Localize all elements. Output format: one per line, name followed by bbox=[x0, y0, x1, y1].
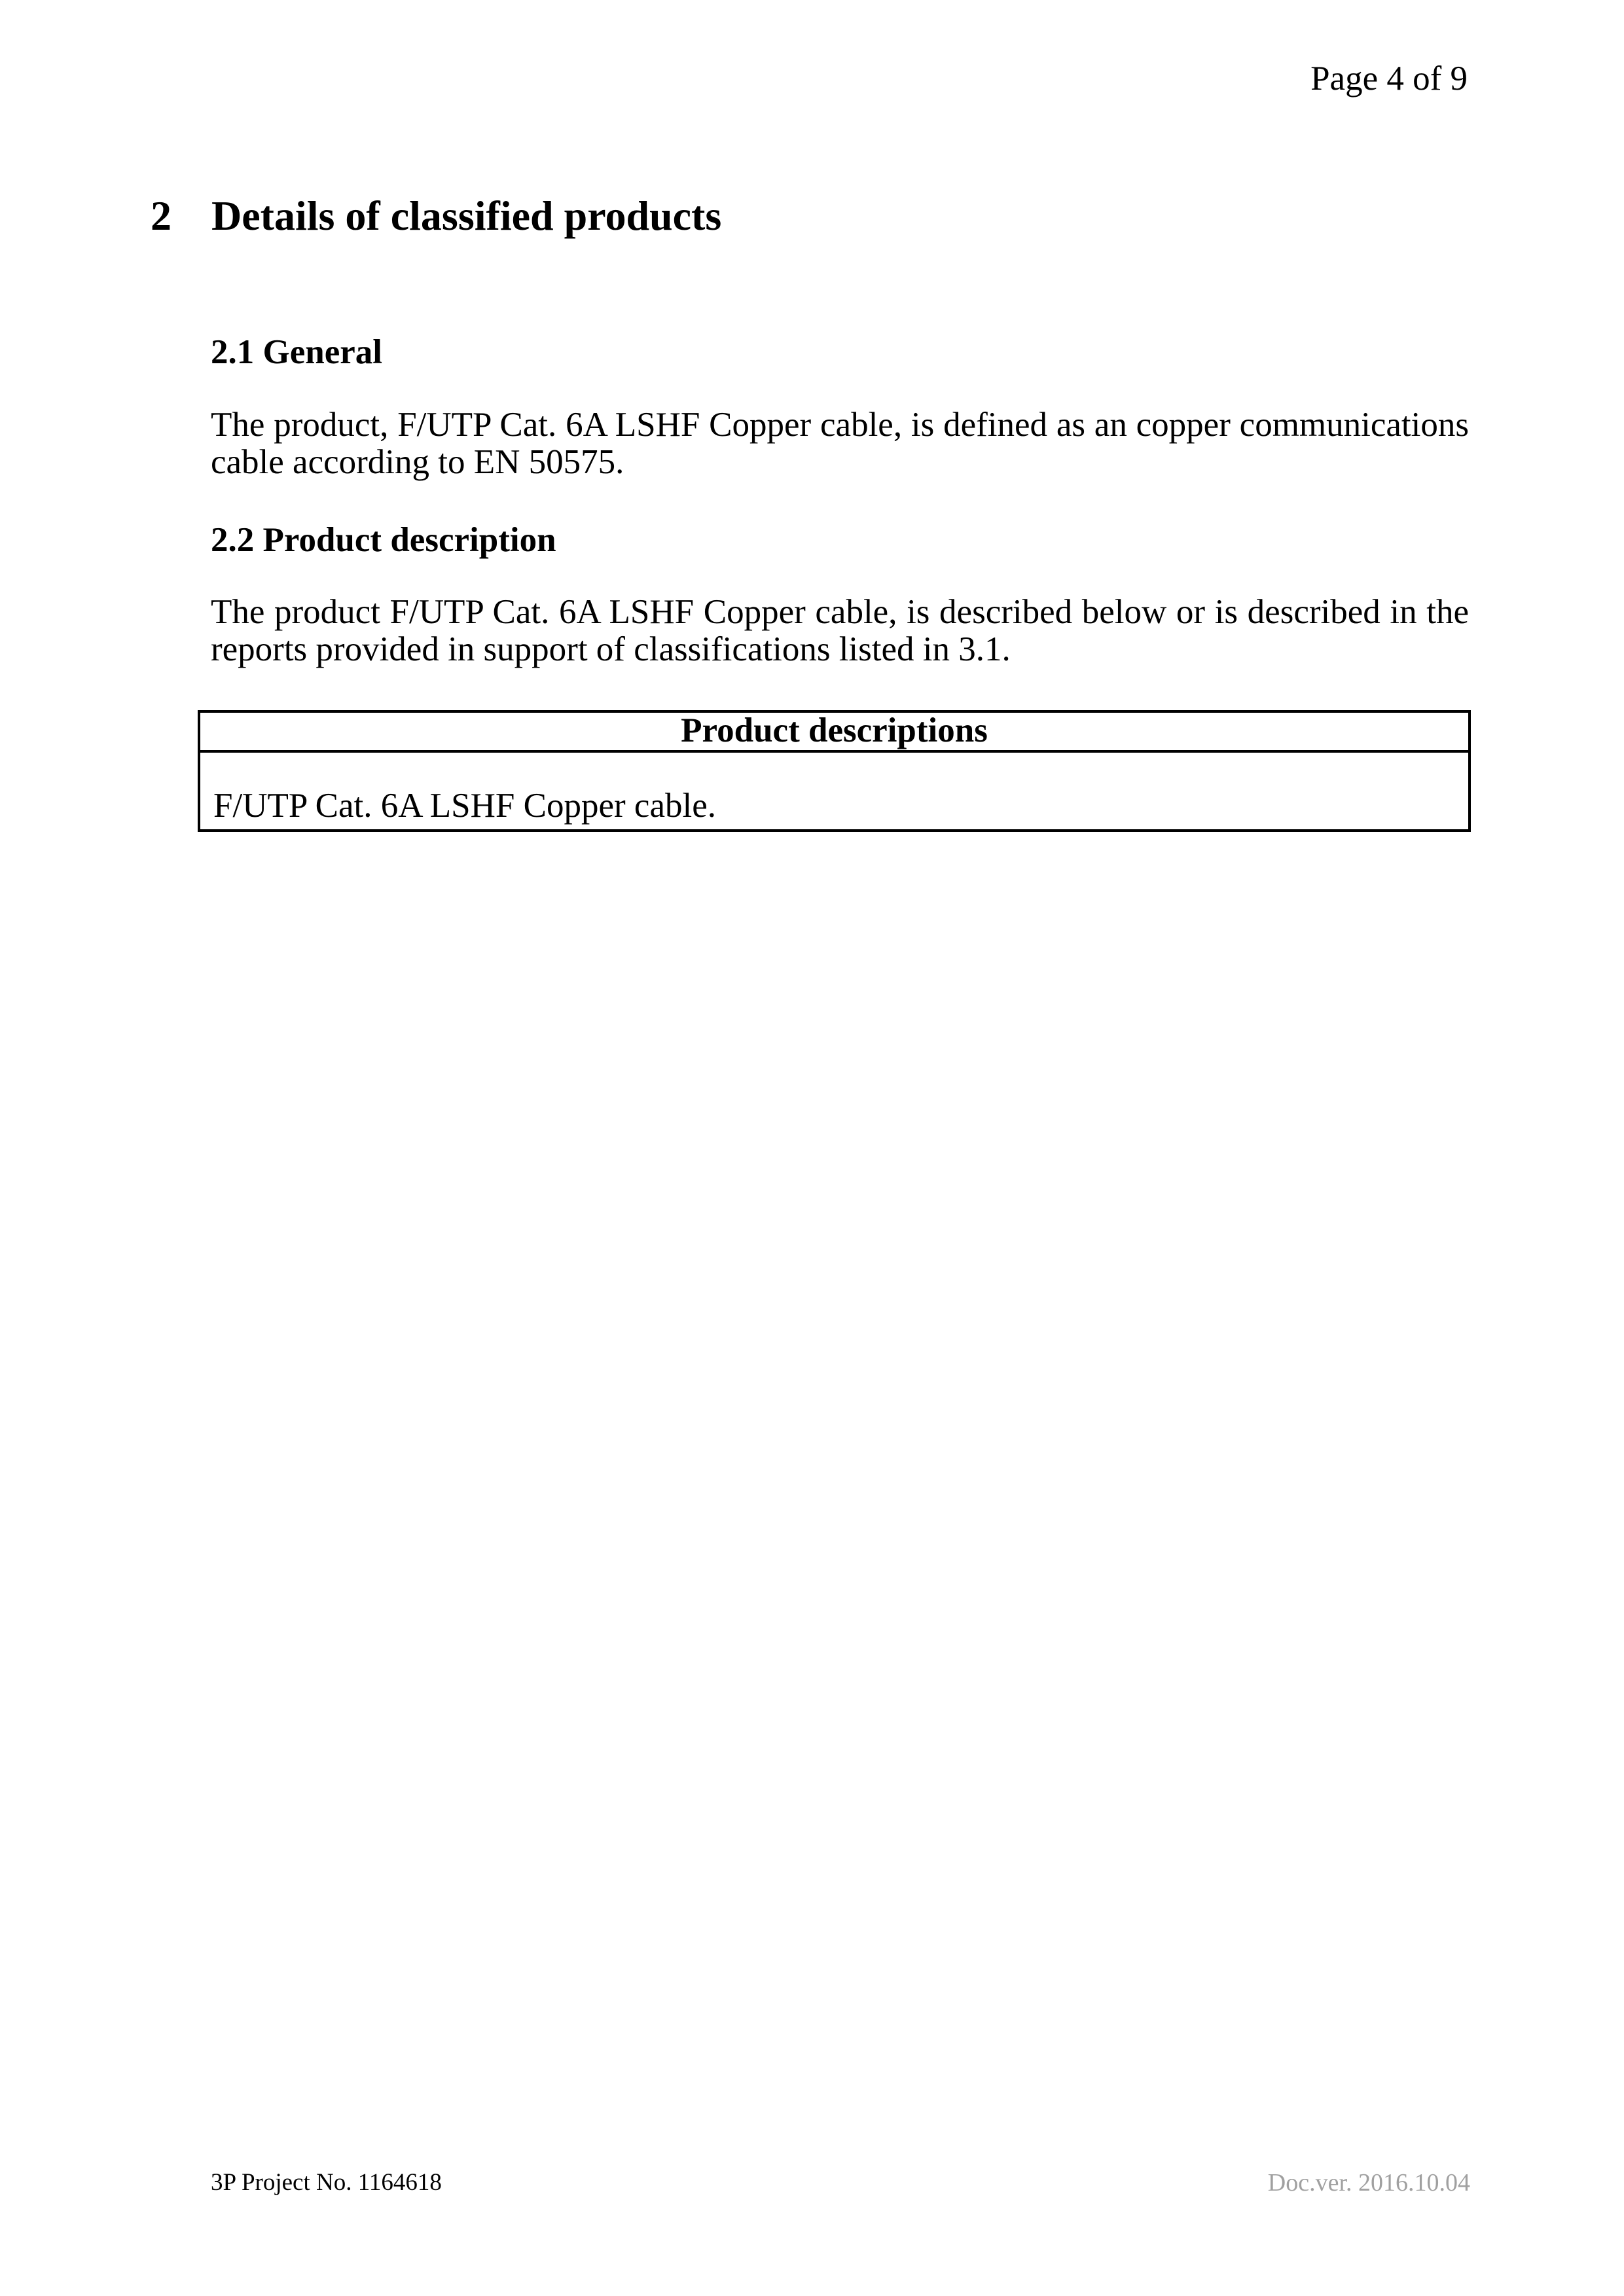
footer-project-number: 3P Project No. 1164618 bbox=[211, 2169, 442, 2196]
paragraph-line: cable according to EN 50575. bbox=[211, 443, 624, 481]
section-heading-title: Details of classified products bbox=[211, 192, 722, 239]
paragraph-line: The product F/UTP Cat. 6A LSHF Copper cable, is described below or is described in the bbox=[211, 593, 1469, 631]
subheading-general: 2.1 General bbox=[211, 333, 382, 371]
product-descriptions-table bbox=[198, 710, 1471, 832]
table-row bbox=[199, 751, 1470, 831]
section-heading bbox=[151, 193, 721, 239]
page-number: Page 4 of 9 bbox=[1310, 60, 1468, 98]
table-header-row bbox=[199, 711, 1470, 751]
paragraph-line: reports provided in support of classifications listed in 3.1. bbox=[211, 630, 1011, 668]
subheading-product-description: 2.2 Product description bbox=[211, 521, 556, 559]
paragraph-product-description bbox=[211, 594, 1469, 668]
footer-doc-version: Doc.ver. 2016.10.04 bbox=[1267, 2169, 1470, 2197]
table-body-cell: F/UTP Cat. 6A LSHF Copper cable. bbox=[199, 751, 1470, 831]
table-header-cell: Product descriptions bbox=[199, 711, 1470, 751]
paragraph-line: The product, F/UTP Cat. 6A LSHF Copper cable, is defined as an copper communications bbox=[211, 406, 1469, 444]
section-heading-number: 2 bbox=[151, 192, 171, 239]
paragraph-general bbox=[211, 406, 1469, 481]
